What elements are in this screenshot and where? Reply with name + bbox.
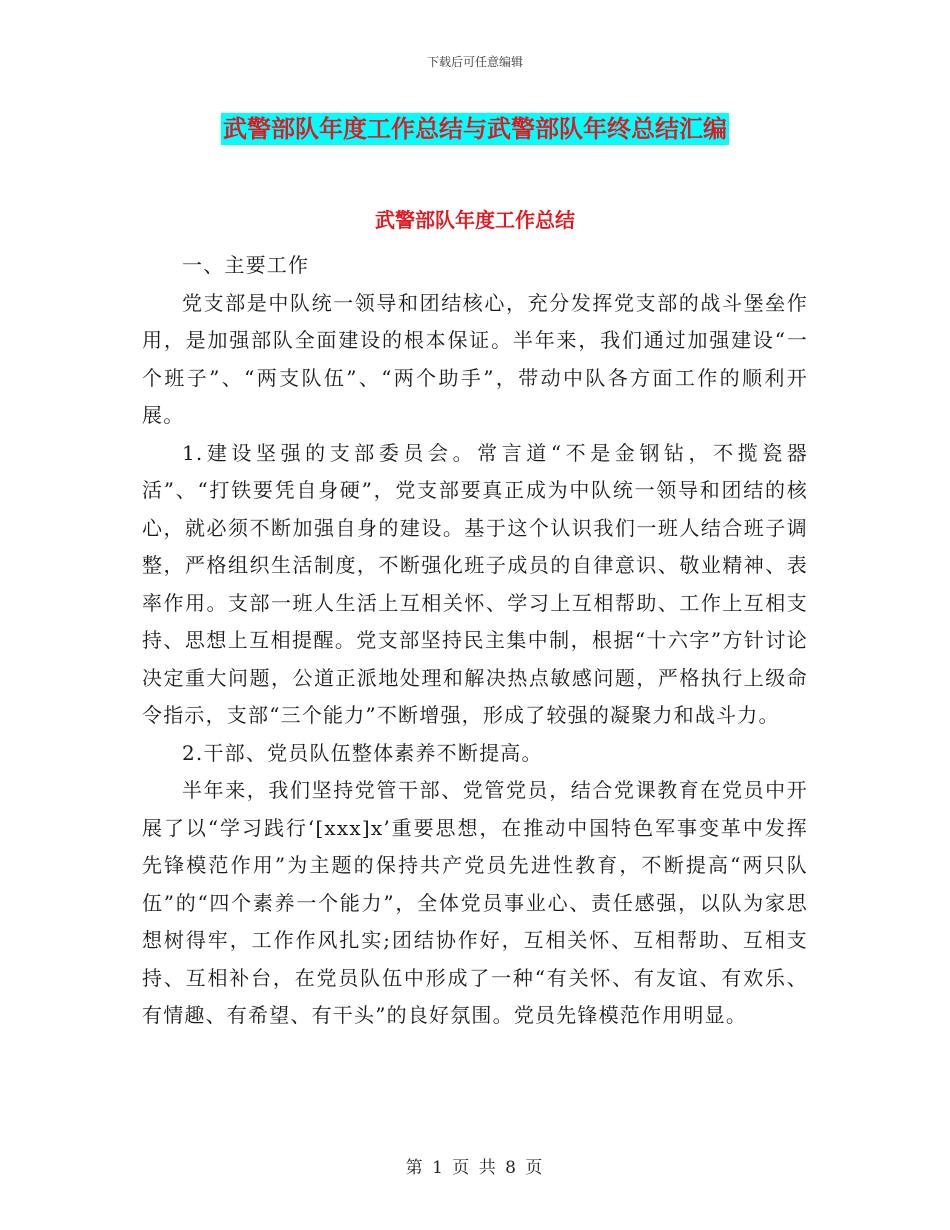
paragraph: 党支部是中队统一领导和团结核心，充分发挥党支部的战斗堡垒作用，是加强部队全面建设的根本保证。半年来，我们通过加强建设“一个班子”、“两支队伍”、“两个助手”，带动中队各方面工作的顺利开展。 <box>142 290 808 427</box>
paragraph: 2.干部、党员队伍整体素养不断提高。 <box>182 740 543 765</box>
paragraph: 半年来，我们坚持党管干部、党管党员，结合党课教育在党员中开展了以“学习践行‘[xxx]x’重要思想，在推动中国特色军事变革中发挥先锋模范作用”为主题的保持共产党员先进性教育，不断提高“两只队伍”的“四个素养一个能力”，全体党员事业心、责任感强，以队为家思想树得牢，工作作风扎实;团结协作好，互相关怀、互相帮助、互相支持、互相补台，在党员队伍中形成了一种“有关怀、有友谊、有欢乐、有情趣、有希望、有干头”的良好氛围。党员先锋模范作用明显。 <box>142 778 808 1027</box>
header-note: 下载后可任意编辑 <box>426 55 523 69</box>
document-body <box>142 247 808 1035</box>
document-title: 武警部队年度工作总结与武警部队年终总结汇编 <box>223 115 727 143</box>
section-title: 武警部队年度工作总结 <box>375 208 575 232</box>
paragraph: 1.建设坚强的支部委员会。常言道“不是金钢钻，不揽瓷器活”、“打铁要凭自身硬”，党支部要真正成为中队统一领导和团结的核心，就必须不断加强自身的建设。基于这个认识我们一班人结合班子调整，严格组织生活制度，不断强化班子成员的自律意识、敬业精神、表率作用。支部一班人生活上互相关怀、学习上互相帮助、工作上互相支持、思想上互相提醒。党支部坚持民主集中制，根据“十六字”方针讨论决定重大问题，公道正派地处理和解决热点敏感问题，严格执行上级命令指示，支部“三个能力”不断增强，形成了较强的凝聚力和战斗力。 <box>142 440 808 727</box>
paragraph-heading: 一、主要工作 <box>182 253 310 277</box>
page-number: 第 1 页 共 8 页 <box>405 1158 545 1178</box>
